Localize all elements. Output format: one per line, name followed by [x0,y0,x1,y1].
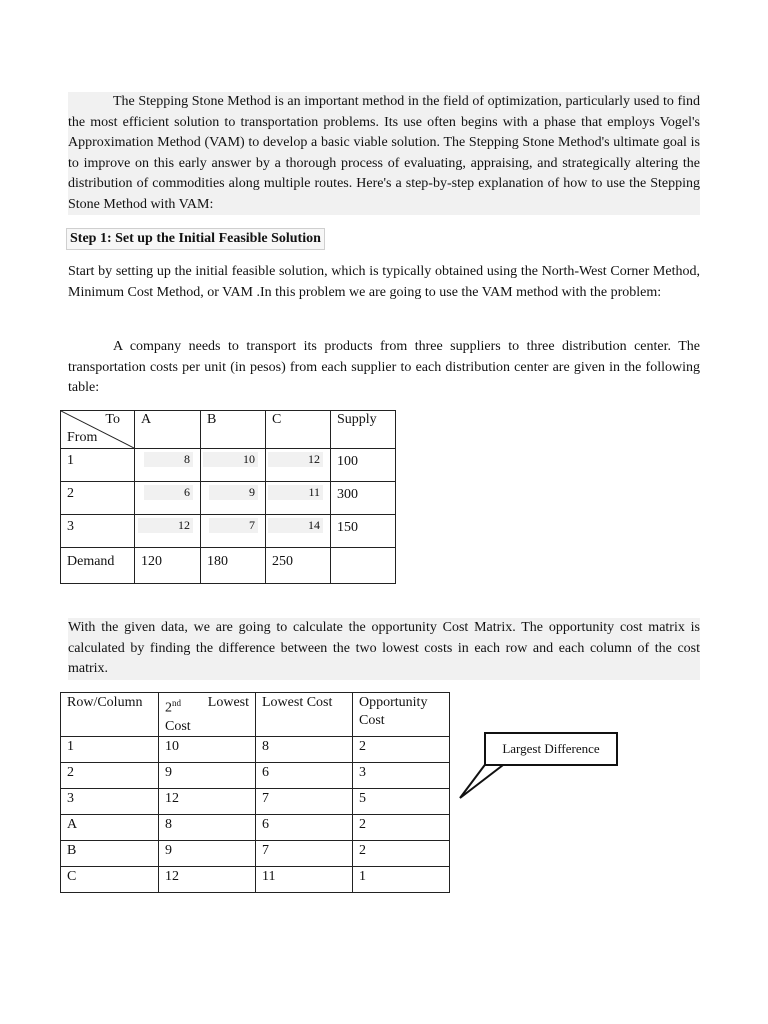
col-header-supply: Supply [331,411,396,449]
cost-cell: 7 [201,515,266,548]
cost-cell: 14 [266,515,331,548]
opp-table-row: 3 12 7 5 [61,788,450,814]
header-lowest-cost: Lowest Cost [256,693,353,737]
row-label: 1 [61,449,135,482]
opp-table-row: 2 9 6 3 [61,762,450,788]
row-label: 2 [61,482,135,515]
problem-paragraph: A company needs to transport its products from three suppliers to three distribution center. The transportation costs per unit (in pesos) from each supplier to each distribution center are given in the following table: [68,339,700,395]
step1-paragraph: Start by setting up the initial feasible solution, which is typically obtained using the North-West Corner Method, Minimum Cost Method, or VAM .In this problem we are going to use the VAM method with the problem: [68,264,700,300]
from-label: From [67,430,98,445]
col-header-c: C [266,411,331,449]
cost-cell: 9 [201,482,266,515]
opp-table-row: A 8 6 2 [61,814,450,840]
step1-heading: Step 1: Set up the Initial Feasible Solution [66,228,325,250]
header-row-column: Row/Column [61,693,159,737]
to-label: To [105,412,120,427]
supply-cell: 300 [331,482,396,515]
cost-cell: 11 [266,482,331,515]
cost-table-row [61,515,396,548]
header-second-lowest: 2nd Lowest Cost [159,693,256,737]
demand-cell: 180 [201,548,266,584]
cost-table-row [61,449,396,482]
cost-table-row [61,482,396,515]
demand-row [61,548,396,584]
opp-table-header-row [61,693,450,737]
demand-cell: 250 [266,548,331,584]
opp-table-row: B 9 7 2 [61,840,450,866]
row-label: 3 [61,515,135,548]
corner-cell [61,411,135,449]
opp-table-row: C 12 11 1 [61,866,450,892]
callout-tail [455,760,515,802]
col-header-a: A [135,411,201,449]
demand-empty-cell [331,548,396,584]
cost-cell: 8 [135,449,201,482]
header-opportunity-cost: Opportunity Cost [353,693,450,737]
cost-cell: 10 [201,449,266,482]
cost-cell: 6 [135,482,201,515]
col-header-b: B [201,411,266,449]
largest-difference-callout: Largest Difference [484,732,618,766]
demand-label: Demand [61,548,135,584]
intro-paragraph: The Stepping Stone Method is an important method in the field of optimization, particularly used to find the most efficient solution to transportation problems. Its use often begins with a phase that employs Vogel's Approximation Method (VAM) to develop a basic viable solution. The Stepping Stone Method's ultimate goal is to improve on this early answer by a thorough process of evaluating, appraising, and strategically altering the distribution of commodities along multiple routes. Here's a step-by-step explanation of how to use the Stepping Stone Method with VAM: [68,92,700,215]
opportunity-cost-table [60,692,450,893]
supply-cell: 150 [331,515,396,548]
cost-table-header-row [61,411,396,449]
cost-table [60,410,396,584]
opportunity-paragraph: With the given data, we are going to calculate the opportunity Cost Matrix. The opportunity cost matrix is calculated by finding the difference between the two lowest costs in each row and each column of the cost matrix. [68,618,700,680]
supply-cell: 100 [331,449,396,482]
cost-cell: 12 [266,449,331,482]
opp-table-row: 1 10 8 2 [61,736,450,762]
demand-cell: 120 [135,548,201,584]
cost-cell: 12 [135,515,201,548]
